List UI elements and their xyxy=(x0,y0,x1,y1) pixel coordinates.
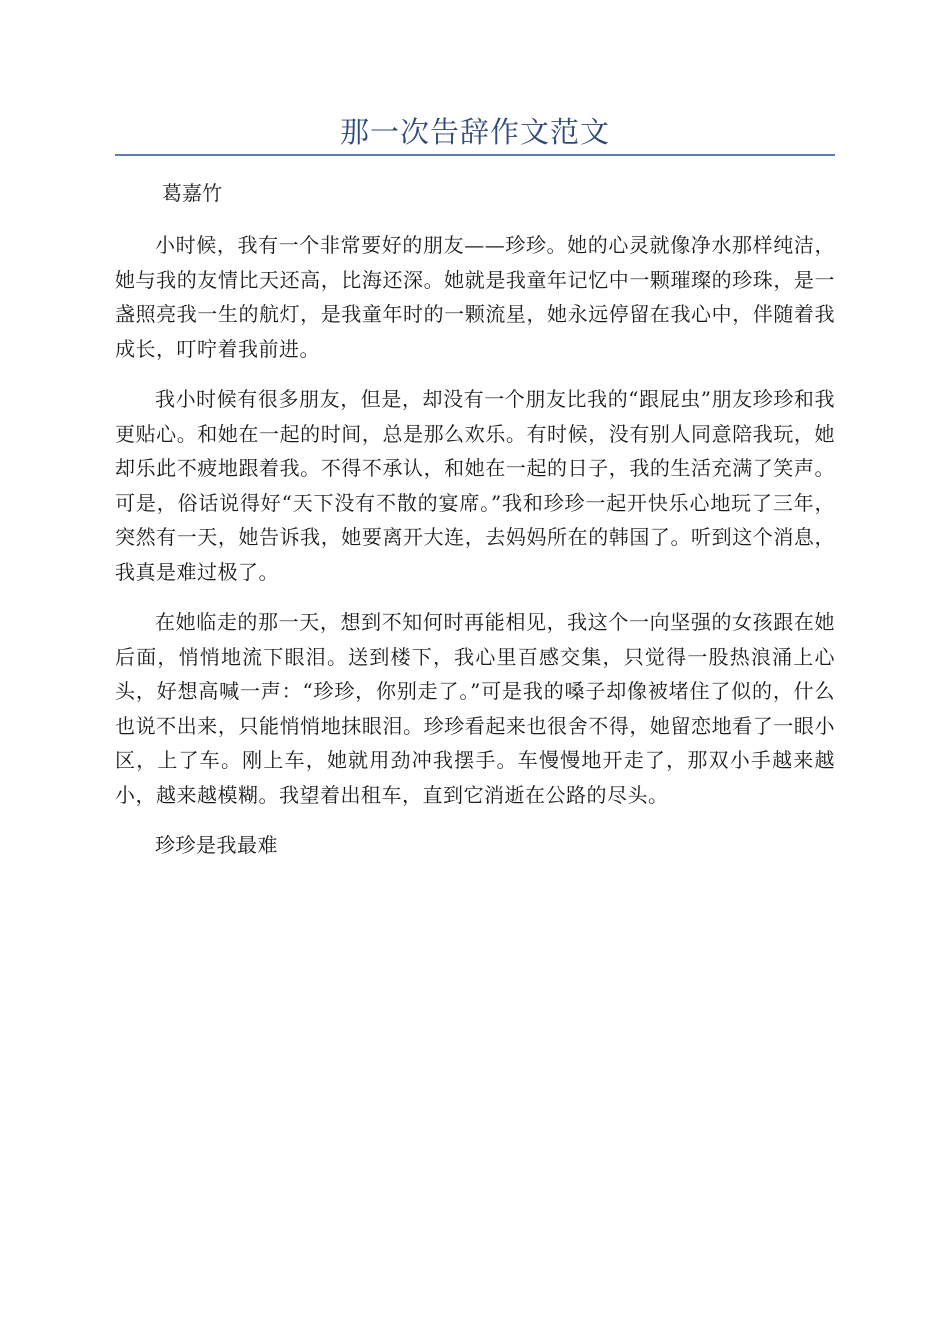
paragraph: 珍珍是我最难 xyxy=(155,833,278,857)
title-underline xyxy=(115,154,835,156)
author-name: 葛嘉竹 xyxy=(162,181,222,205)
paragraph: 在她临走的那一天，想到不知何时再能相见，我这个一向坚强的女孩跟在她后面，悄悄地流下眼泪。送到楼下，我心里百感交集，只觉得一股热浪涌上心头，好想高喊一声：“珍珍，你别走了。”可是我的嗓子却像被堵住了似的，什么也说不出来，只能悄悄地抹眼泪。珍珍看起来也很舍不得，她留恋地看了一眼小区，上了车。刚上车，她就用劲冲我摆手。车慢慢地开走了，那双小手越来越小，越来越模糊。我望着出租车，直到它消逝在公路的尽头。 xyxy=(115,610,835,807)
document-body xyxy=(115,228,835,879)
document-title: 那一次告辞作文范文 xyxy=(339,115,610,149)
paragraph: 我小时候有很多朋友，但是，却没有一个朋友比我的“跟屁虫”朋友珍珍和我更贴心。和她在一起的时间，总是那么欢乐。有时候，没有别人同意陪我玩，她却乐此不疲地跟着我。不得不承认，和她在一起的日子，我的生活充满了笑声。可是，俗话说得好“天下没有不散的宴席。”我和珍珍一起开快乐心地玩了三年，突然有一天，她告诉我，她要离开大连，去妈妈所在的韩国了。听到这个消息，我真是难过极了。 xyxy=(115,387,835,584)
paragraph: 小时候，我有一个非常要好的朋友——珍珍。她的心灵就像净水那样纯洁，她与我的友情比天还高，比海还深。她就是我童年记忆中一颗璀璨的珍珠，是一盏照亮我一生的航灯，是我童年时的一颗流星，她永远停留在我心中，伴随着我成长，叮咛着我前进。 xyxy=(115,233,835,361)
